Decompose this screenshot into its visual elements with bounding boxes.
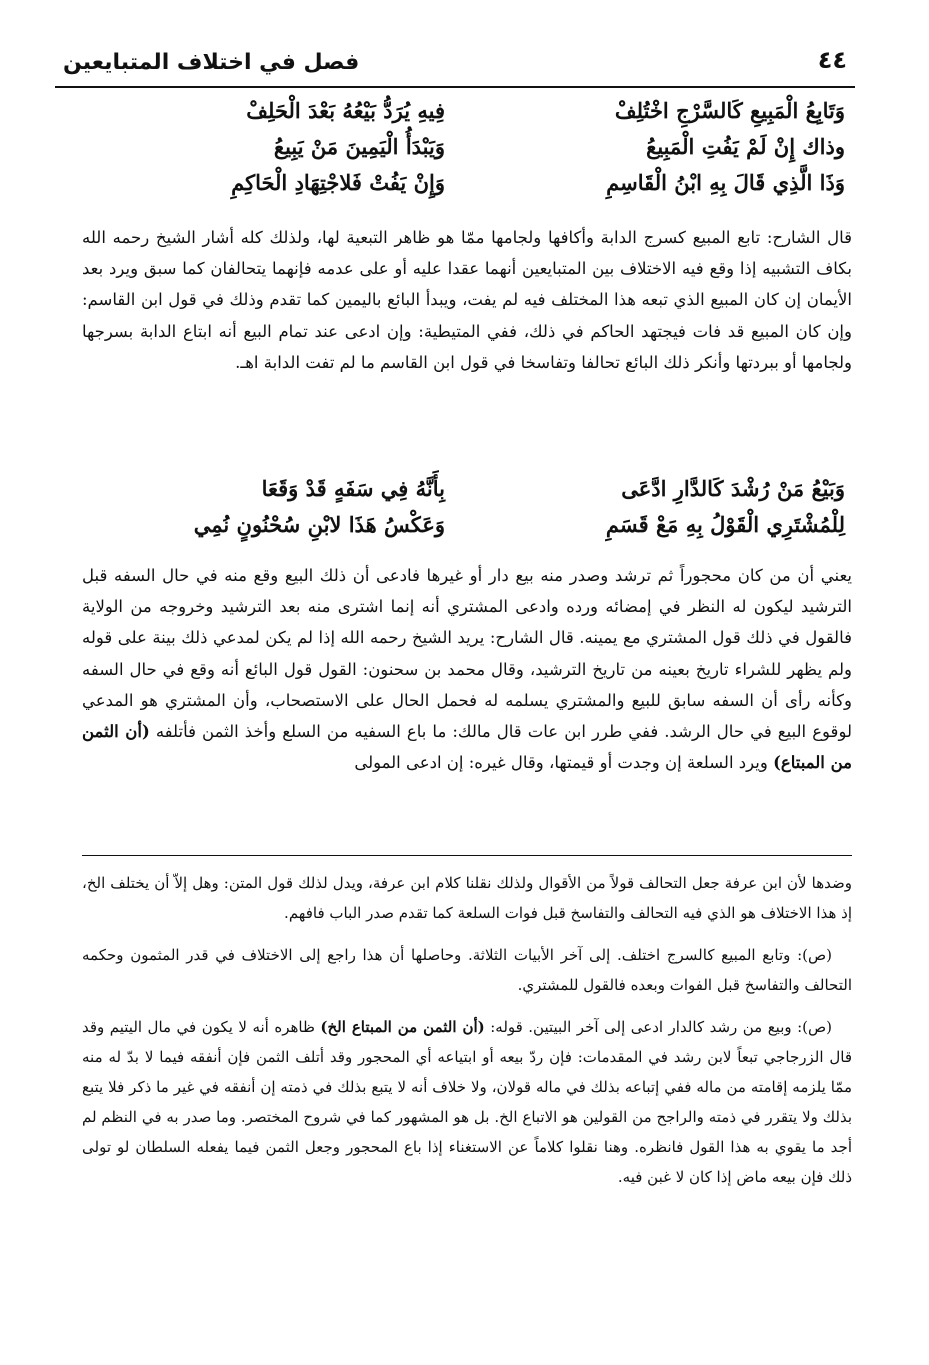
page-number: ٤٤	[817, 46, 847, 74]
footnotes-section	[82, 868, 852, 1204]
commentary-text-part: ويرد السلعة إن وجدت أو قيمتها، وقال غيره: إن ادعى المولى	[354, 753, 774, 773]
verse-line	[85, 506, 845, 542]
verse-hemistich-right: وذاك إِنْ لَمْ يَفُتِ الْمَبِيعُ	[646, 133, 845, 159]
commentary-text: قال الشارح: تابع المبيع كسرج الدابة وأكافها ولجامها ممّا هو ظاهر التبعية لها، ولذلك كله أشار الشيخ رحمه الله بكاف التشبيه إذا وقع فيه الاختلاف بين المتبايعين أنهما عقدا عليه أو على عدمه فإنهما يتحالفان كما سبق ويرد بعد الأيمان إن كان المبيع الذي تبعه هذا المختلف فيه لم يفت، ويبدأ البائع باليمين كما تقدم وذلك في قول ابن القاسم: وإن كان المبيع قد فات فيجتهد الحاكم في ذلك، ففي المتيطية: وإن ادعى عند تمام البيع أنه ابتاع الدابة بسرجها ولجامها أو ببردتها وأنكر ذلك البائع تحالفا وتفاسخا في قول ابن القاسم ما لم تفت الدابة اهـ.	[82, 228, 852, 372]
verse-hemistich-right: وَبَيْعُ مَنْ رُشْدَ كَالدَّارِ ادَّعَى	[621, 475, 845, 501]
verse-hemistich-right: وَذَا الَّذِي قَالَ بِهِ ابْنُ الْقَاسِمِ	[606, 169, 845, 195]
footnote-bold-phrase: (أن الثمن من المبتاع الخ)	[320, 1018, 485, 1036]
verse-line	[85, 470, 845, 506]
verse-hemistich-left: وَإِنْ يَفُتْ فَلاجْتِهَادِ الْحَاكِمِ	[231, 169, 445, 195]
verse-hemistich-left: فِيهِ يُرَدُّ بَيْعُهُ بَعْدَ الْحَلِفْ	[246, 97, 445, 123]
verse-line	[85, 92, 845, 128]
footnote-2: (ص): وتابع المبيع كالسرج اختلف. إلى آخر الأبيات الثلاثة. وحاصلها أن هذا راجع إلى الاختلاف في قدر المثمون وحكمه التحالف والتفاسخ قبل الفوات وبعده فالقول للمشتري.	[82, 946, 852, 994]
verse-line	[85, 128, 845, 164]
verse-hemistich-left: وَعَكْسُ هَذَا لابْنِ سُحْنُونٍ نُمِي	[193, 511, 445, 537]
verse-block-1	[85, 92, 845, 200]
commentary-text	[82, 560, 852, 778]
commentary-bold-phrase: (أن الثمن من المبتاع)	[82, 722, 852, 773]
commentary-text-part: يعني أن من كان محجوراً ثم ترشد وصدر منه بيع دار أو غيرها فادعى أن ذلك البيع وقع منه في حال السفه قبل الترشيد ليكون له النظر في إمضائه ورده وادعى المشتري أنه إنما اشترى منه بعد الترشيد وخروجه من الولاية فالقول في ذلك قول المشتري مع يمينه. قال الشارح: يريد الشيخ رحمه الله إذا لم يكن لمدعي ذلك بينة على قوله ولم يظهر للشراء تاريخ بعينه من تاريخ الترشيد، وقال محمد بن سحنون: القول قول البائع أنه وقع في حال السفه وكأنه رأى أن السفه سابق للبيع والمشتري يسلمه له فحمل الحال على الاستصحاب، وأن المشتري هو المدعي لوقوع البيع في حال الرشد. ففي طرر ابن عات قال مالك: ما باع السفيه من السلع وأخذ الثمن فأتلفه	[82, 566, 852, 742]
commentary-paragraph-2	[82, 560, 852, 778]
verse-hemistich-left: بِأَنَّهُ فِي سَفَهٍ قَدْ وَقَعَا	[261, 475, 445, 501]
verse-hemistich-left: وَيَبْدَأُ الْيَمِينَ مَنْ يَبِيعُ	[273, 133, 445, 159]
chapter-title: فصل في اختلاف المتبايعين	[63, 50, 360, 75]
footnote-divider	[82, 855, 852, 856]
verse-block-2	[85, 470, 845, 542]
footnote-text-part: (ص): وبيع من رشد كالدار ادعى إلى آخر البيتين. قوله:	[484, 1018, 832, 1036]
footnote-1: وضدها لأن ابن عرفة جعل التحالف قولاً من الأقوال ولذلك نقلنا كلام ابن عرفة، ويدل لذلك قول المتن: وهل إلاّ أن يختلف الخ، إذ هذا الاختلاف هو الذي فيه التحالف والتفاسخ قبل فوات السلعة كما تقدم صدر الباب فافهم.	[82, 874, 852, 922]
verse-hemistich-right: وَتَابِعُ الْمَبِيعِ كَالسَّرْجِ اخْتُلِفْ	[614, 97, 845, 123]
footnote-3	[82, 1012, 852, 1192]
commentary-paragraph-1	[82, 222, 852, 378]
verse-hemistich-right: لِلْمُشْتَرِي الْقَوْلُ بِهِ مَعْ قَسَمِ	[605, 511, 845, 537]
footnote-text-part: ظاهره أنه لا يكون في مال اليتيم وقد قال الزرجاجي تبعاً لابن رشد في المقدمات: فإن ردّ بيعه أو ابتياعه أي المحجور وقد أتلف الثمن فإن أنفقه فيما لا بدّ له منه ممّا يلزمه إقامته من ماله ففي إتباعه بذلك في ماله قولان، ولا خلاف أنه لا يتبع بذلك في ذمته إن أنفقه في غير ما ذكر فلا يتبع بذلك ولا يتقرر في ذمته والراجح من القولين هو الاتباع الخ. بل هو المشهور كما في شروح المختصر. وما صدر به في النظم لم أجد ما يقوي به هذا القول فانظره. وهنا نقلوا كلاماً عن الاستغناء إذا باع المحجور وجعل الثمن فيما يفعله السلطان لو تولى ذلك فإن بيعه ماض إذا كان لا غبن فيه.	[82, 1018, 852, 1186]
page-header	[55, 44, 855, 88]
verse-line	[85, 164, 845, 200]
